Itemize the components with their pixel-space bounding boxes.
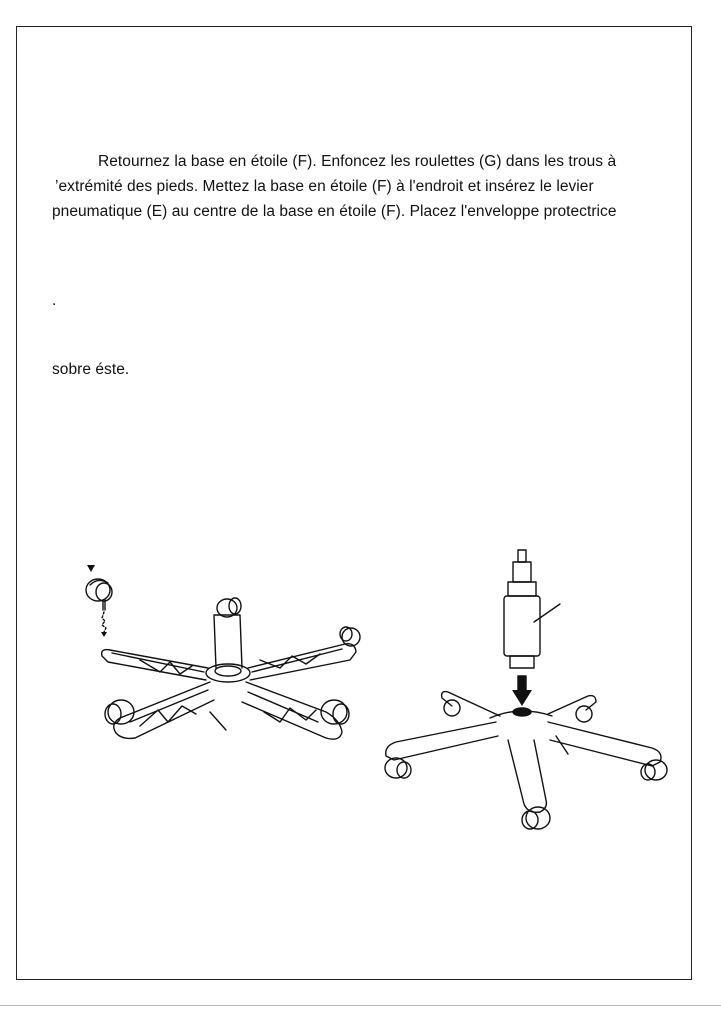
gas-lift-icon	[504, 550, 560, 668]
instruction-line-1: Retournez la base en étoile (F). Enfoncez les roulettes (G) dans les trous à	[98, 153, 617, 170]
down-arrow-icon	[512, 676, 532, 716]
instruction-line-4: .	[52, 292, 57, 309]
bottom-rule	[0, 1005, 721, 1006]
instruction-line-3: pneumatique (E) au centre de la base en étoile (F). Placez l'enveloppe protectrice	[52, 203, 617, 220]
instruction-line-5: sobre éste.	[52, 361, 130, 378]
instruction-line-2: ’extrémité des pieds. Mettez la base en étoile (F) à l'endroit et insérez le levier	[55, 178, 594, 195]
